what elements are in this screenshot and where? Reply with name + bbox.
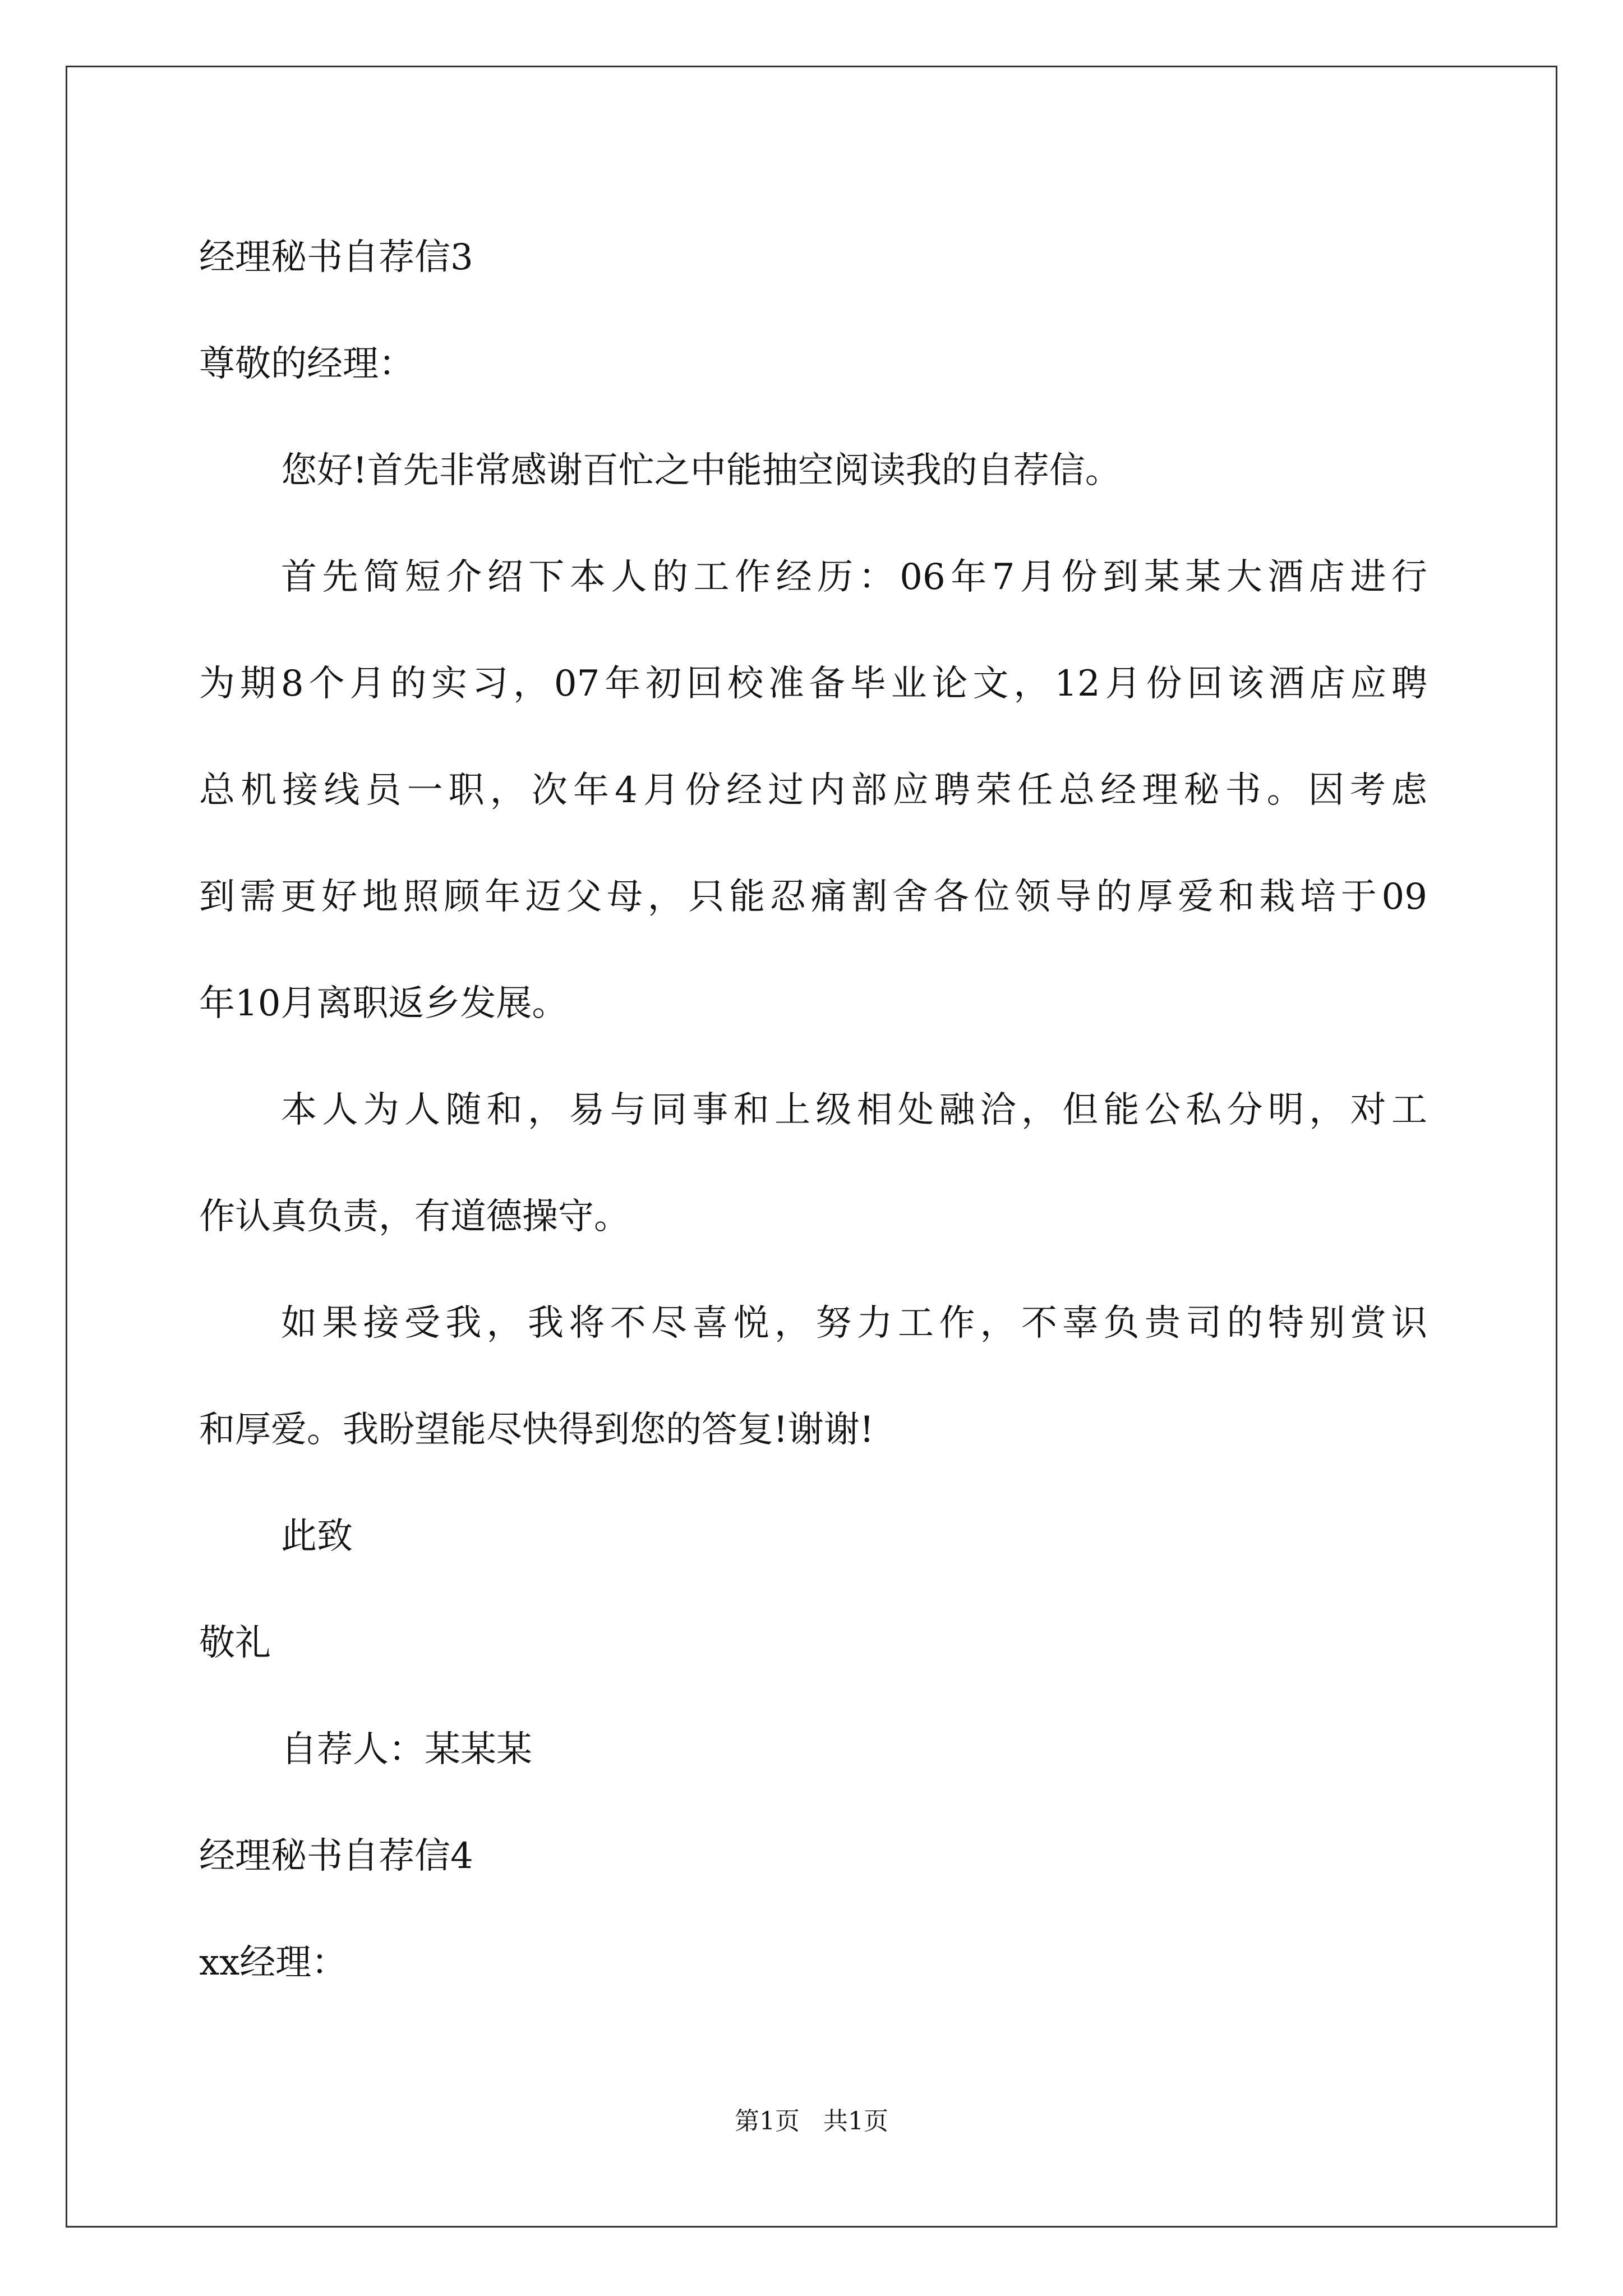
text-line: 敬礼 <box>199 1622 271 1664</box>
text-line: xx经理： <box>199 1942 348 1984</box>
text-line: 您好!首先非常感谢百忙之中能抽空阅读我的自荐信。 <box>281 450 1121 491</box>
text-line: 和厚爱。我盼望能尽快得到您的答复!谢谢! <box>199 1409 874 1451</box>
text-line: 如果接受我，我将不尽喜悦，努力工作，不辜负贵司的特别赏识 <box>281 1303 1427 1344</box>
document-body <box>199 204 1427 2016</box>
text-line: 为期8个月的实习，07年初回校准备毕业论文，12月份回该酒店应聘 <box>199 663 1427 705</box>
text-line: 经理秘书自荐信3 <box>199 237 473 278</box>
text-line: 尊敬的经理： <box>199 343 414 385</box>
text-line: 到需更好地照顾年迈父母，只能忍痛割舍各位领导的厚爱和栽培于09 <box>199 876 1427 918</box>
text-line: 此致 <box>281 1516 353 1557</box>
text-line: 首先简短介绍下本人的工作经历：06年7月份到某某大酒店进行 <box>281 556 1427 598</box>
text-line: 年10月离职返乡发展。 <box>199 983 568 1024</box>
page-footer: 第1页 共1页 <box>735 2107 888 2136</box>
text-line: 作认真负责，有道德操守。 <box>199 1196 630 1237</box>
text-line: 本人为人随和，易与同事和上级相处融洽，但能公私分明，对工 <box>281 1089 1427 1131</box>
text-line: 经理秘书自荐信4 <box>199 1835 473 1877</box>
text-line: 自荐人：某某某 <box>281 1729 532 1770</box>
text-line: 总机接线员一职，次年4月份经过内部应聘荣任总经理秘书。因考虑 <box>199 770 1427 811</box>
